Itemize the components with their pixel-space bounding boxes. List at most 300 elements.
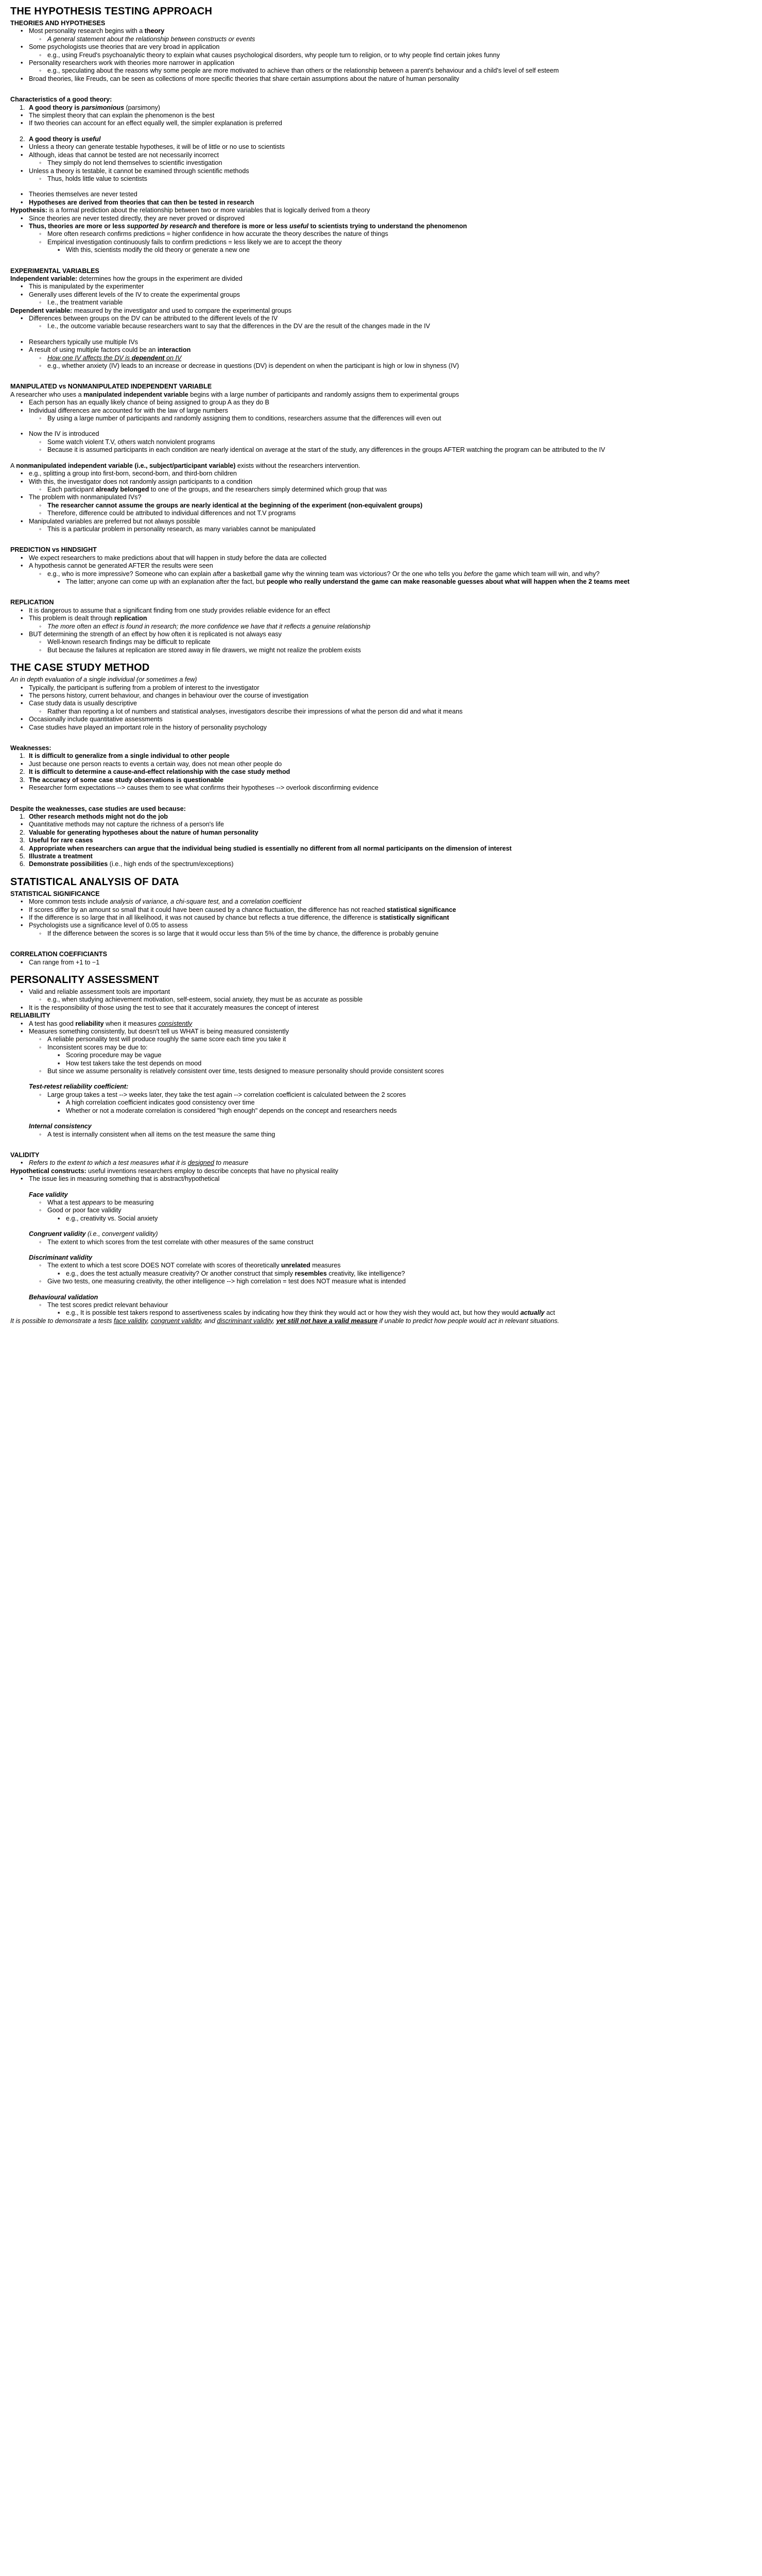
bullet-item <box>10 684 752 692</box>
sub-bullet-item <box>10 1207 752 1214</box>
bullet-item <box>10 554 752 562</box>
text-run: analysis of variance, a chi-square test, <box>110 898 220 906</box>
bullet-item <box>10 407 752 415</box>
bullet-item <box>10 784 752 792</box>
text-run: , <box>272 1317 276 1325</box>
blank-line <box>10 255 752 262</box>
section-heading: THE HYPOTHESIS TESTING APPROACH <box>10 6 213 17</box>
text-run: Therefore, difference could be attributed to individual differences and not T.V programs <box>47 510 296 517</box>
bullet-item <box>10 167 752 175</box>
text-run: the game which team will win, and why? <box>482 570 600 578</box>
text-run: The latter; anyone can come up with an explanation after the fact, but <box>66 578 267 585</box>
text-run: Although, ideas that cannot be tested are not necessarily incorrect <box>29 151 219 159</box>
text-run: A good theory is <box>29 135 82 143</box>
sub-sub-bullet-item <box>10 1270 752 1278</box>
text-run: statistically significant <box>379 913 449 921</box>
subsection-heading: STATISTICAL SIGNIFICANCE <box>10 890 100 897</box>
text-run: A <box>10 462 16 469</box>
sub-bullet-item <box>10 1239 752 1246</box>
bullet-item <box>10 1159 752 1167</box>
bullet-item <box>10 223 752 230</box>
text-run: unrelated <box>281 1262 310 1269</box>
text-run: exists without the researchers intervention. <box>235 462 360 469</box>
blank-line <box>10 1286 752 1294</box>
text-run: With this, the investigator does not randomly assign participants to a condition <box>29 478 253 485</box>
text-run: More often research confirms predictions = higher confidence in how accurate the theory describes the nature of things <box>47 230 388 238</box>
text-run: congruent validity <box>150 1317 201 1325</box>
text-run: useful <box>81 135 101 143</box>
bullet-item <box>10 959 752 967</box>
text-run: Rather than reporting a lot of numbers and statistical analyses, investigators describe their impressions of what the person did and what it means <box>47 707 463 715</box>
sub-bullet-item <box>10 230 752 238</box>
text-run: Broad theories, like Freuds, can be seen as collections of more specific theories that share certain assumptions about the nature of human personality <box>29 75 459 82</box>
numbered-item <box>10 813 752 821</box>
sub-bullet-item <box>10 52 752 59</box>
text-run: e.g., does the test actually measure creativity? Or another construct that simply <box>66 1269 295 1277</box>
text-run: Each person has an equally likely chance of being assigned to group A as they do B <box>29 399 269 406</box>
bullet-item <box>10 399 752 406</box>
paragraph <box>10 307 752 315</box>
text-run: But since we assume personality is relatively consistent over time, tests designed to measure personality should provide consistent scores <box>47 1067 444 1075</box>
blank-line <box>10 454 752 462</box>
text-run: Well-known research findings may be difficult to replicate <box>47 638 211 646</box>
text-run: Measures something consistently, but doesn't tell us WHAT is being measured consistently <box>29 1028 289 1036</box>
bullet-item <box>10 215 752 223</box>
text-run: Some psychologists use theories that are very broad in application <box>29 43 220 51</box>
text-run: I.e., the outcome variable because researchers want to say that the differences in the DV are the result of the changes made in the IV <box>47 323 430 330</box>
text-run: , and <box>200 1317 217 1325</box>
text-run: creativity, like intelligence? <box>326 1269 405 1277</box>
text-run: face validity <box>113 1317 147 1325</box>
text-run: is a formal prediction about the relationship between two or more variables that is logically derived from a theory <box>49 207 370 214</box>
numbered-item <box>10 829 752 837</box>
sub-sub-bullet-item <box>10 578 752 586</box>
blank-line <box>10 183 752 191</box>
sub-bullet-item <box>10 239 752 246</box>
text-run: Just because one person reacts to events a certain way, does not mean other people do <box>29 760 282 768</box>
sub-bullet-item <box>10 362 752 370</box>
text-run: An in depth evaluation of a single individual (or sometimes a few) <box>10 676 197 684</box>
sub-bullet-item <box>10 502 752 510</box>
sub-bullet-item <box>10 446 752 454</box>
text-run: designed <box>187 1159 214 1167</box>
text-run: actually <box>520 1309 545 1317</box>
subsection-heading: PREDICTION vs HINDSIGHT <box>10 546 97 554</box>
subsection-heading: CORRELATION COEFFICIANTS <box>10 951 107 958</box>
sub-bullet-item <box>10 1131 752 1139</box>
text-run: A test has good <box>29 1020 76 1027</box>
sub-bullet-item <box>10 1067 752 1075</box>
text-run: if unable to predict how people would act in relevant situations. <box>377 1317 560 1325</box>
numbered-item <box>10 853 752 860</box>
text-run: Unless a theory is testable, it cannot be examined through scientific methods <box>29 167 249 175</box>
text-run: Empirical investigation continuously fails to confirm predictions = less likely we are to accept the theory <box>47 238 342 246</box>
text-run: Because it is assumed participants in each condition are nearly identical on average at the start of the study, any differences in the groups AFTER watching the program can be attributed to the IV <box>47 446 605 454</box>
bullet-item <box>10 151 752 159</box>
blank-line <box>10 938 752 945</box>
sub-sub-bullet-item <box>10 246 752 254</box>
text-run: (parsimony) <box>124 104 160 111</box>
text-run: Quantitative methods may not capture the richness of a person's life <box>29 821 224 828</box>
text-run: But because the failures at replication are stored away in file drawers, we might not realize the problem exists <box>47 646 361 654</box>
text-run: Researchers typically use multiple IVs <box>29 338 138 346</box>
text-run: The test scores predict relevant behaviour <box>47 1301 168 1309</box>
text-run: (i.e., high ends of the spectrum/exceptions) <box>108 860 234 868</box>
subsection-heading: EXPERIMENTAL VARIABLES <box>10 267 99 275</box>
text-run: Congruent validity <box>29 1230 86 1238</box>
bullet-item <box>10 27 752 35</box>
text-run: Psychologists use a significance level of 0.05 to assess <box>29 922 188 929</box>
text-run: A result of using multiple factors could be an <box>29 346 158 354</box>
text-run: A researcher who uses a <box>10 391 84 398</box>
bullet-item <box>10 112 752 120</box>
text-run: Most personality research begins with a <box>29 27 145 35</box>
sub-bullet-item <box>10 647 752 654</box>
text-run: A test is internally consistent when all items on the test measure the same thing <box>47 1130 275 1138</box>
text-run: Differences between groups on the DV can be attributed to the different levels of the IV <box>29 315 278 322</box>
text-run: With this, scientists modify the old theory or generate a new one <box>66 246 250 254</box>
text-run: replication <box>114 615 147 622</box>
text-run: I.e., the treatment variable <box>47 299 123 307</box>
text-run: Researcher form expectations --> causes them to see what confirms their hypotheses --> overlook disconfirming evidence <box>29 784 378 792</box>
bullet-item <box>10 922 752 929</box>
bullet-item <box>10 700 752 707</box>
subsection-heading: VALIDITY <box>10 1151 40 1159</box>
text-run: e.g., speculating about the reasons why some people are more motivated to achieve than others or the relationship between a parent's behaviour and a child's level of self esteem <box>47 67 559 75</box>
paragraph <box>10 1191 752 1199</box>
text-run: Occasionally include quantitative assessments <box>29 716 163 723</box>
blank-line <box>10 370 752 378</box>
text-run: useful <box>289 222 309 230</box>
text-run: Refers to the extent to which a test measures what it is <box>29 1159 188 1167</box>
text-run: Appropriate when researchers can argue that the individual being studied is essentially no different from all normal participants on the dimension of interest <box>29 844 512 852</box>
subsection-heading: RELIABILITY <box>10 1012 50 1020</box>
text-run: Valuable for generating hypotheses about the nature of human personality <box>29 828 258 836</box>
paragraph <box>10 1167 752 1175</box>
text-run: e.g., creativity vs. Social anxiety <box>66 1214 158 1222</box>
text-run: on IV <box>164 354 182 362</box>
text-run: Large group takes a test --> weeks later, they take the test again --> correlation coefficient is calculated between the 2 scores <box>47 1091 406 1098</box>
sub-bullet-item <box>10 1278 752 1285</box>
text-run: begins with a large number of participants and randomly assigns them to experimental groups <box>188 391 459 398</box>
sub-bullet-item <box>10 623 752 631</box>
text-run: manipulated independent variable <box>83 391 188 398</box>
bullet-item <box>10 494 752 501</box>
text-run: interaction <box>157 346 191 354</box>
blank-line <box>10 1115 752 1123</box>
text-run: This is manipulated by the experimenter <box>29 283 144 291</box>
text-run: parsimonious <box>81 104 124 111</box>
blank-line <box>10 792 752 800</box>
bullet-item <box>10 338 752 346</box>
sub-bullet-item <box>10 323 752 330</box>
bullet-item <box>10 692 752 700</box>
text-run: Each participant <box>47 485 96 493</box>
sub-bullet-item <box>10 67 752 75</box>
blank-line <box>10 1139 752 1146</box>
subsection-heading: Weaknesses: <box>10 744 51 752</box>
text-run: people who really understand the game can make reasonable guesses about what will happen when the 2 teams meet <box>266 578 630 585</box>
bullet-item <box>10 716 752 723</box>
blank-line <box>10 128 752 135</box>
text-run: Good or poor face validity <box>47 1207 122 1214</box>
numbered-item <box>10 845 752 853</box>
text-run: Can range from +1 to −1 <box>29 958 100 966</box>
bullet-item <box>10 631 752 638</box>
text-run: Face validity <box>29 1191 68 1198</box>
subsection-heading: Characteristics of a good theory: <box>10 96 112 104</box>
text-run: BUT determining the strength of an effect by how often it is replicated is not always easy <box>29 631 282 638</box>
paragraph <box>10 1317 752 1325</box>
sub-bullet-item <box>10 175 752 183</box>
text-run: By using a large number of participants and randomly assigning them to conditions, researchers assume that the differences will even out <box>47 415 441 422</box>
subsection-heading: REPLICATION <box>10 599 54 606</box>
text-run: Illustrate a treatment <box>29 852 93 860</box>
paragraph <box>10 462 752 470</box>
text-run: It is the responsibility of those using the test to see that it accurately measures the concept of interest <box>29 1004 319 1011</box>
sub-bullet-item <box>10 1091 752 1099</box>
text-run: The persons history, current behaviour, and changes in behaviour over the course of investigation <box>29 692 309 700</box>
text-run: It is difficult to determine a cause-and-effect relationship with the case study method <box>29 768 290 776</box>
text-run: Unless a theory can generate testable hypotheses, it will be of little or no use to scientists <box>29 143 285 151</box>
subsection-heading: Despite the weaknesses, case studies are used because: <box>10 805 186 812</box>
text-run: The extent to which scores from the test correlate with other measures of the same construct <box>47 1238 314 1246</box>
text-run: A high correlation coefficient indicates good consistency over time <box>66 1099 255 1107</box>
text-run: and <box>220 898 235 906</box>
sub-sub-bullet-item <box>10 1107 752 1115</box>
text-run: A good theory is <box>29 104 82 111</box>
text-run: yet still not have a valid measure <box>276 1317 378 1325</box>
text-run: a correlation coefficient <box>234 898 302 906</box>
bullet-item <box>10 430 752 438</box>
text-run: Case study data is usually descriptive <box>29 700 137 707</box>
sub-bullet-item <box>10 996 752 1004</box>
numbered-item <box>10 837 752 844</box>
text-run: This problem is dealt through <box>29 615 114 622</box>
text-run: to one of the groups, and the researchers simply determined which group that was <box>149 485 387 493</box>
paragraph <box>10 1123 752 1130</box>
text-run: If scores differ by an amount so small that it could have been caused by a chance fluctuation, the difference has not reached <box>29 906 387 913</box>
sub-bullet-item <box>10 526 752 533</box>
text-run: e.g., whether anxiety (IV) leads to an increase or decrease in questions (DV) is dependent on when the participant is high or low in shyness (IV) <box>47 362 459 370</box>
bullet-item <box>10 988 752 996</box>
bullet-item <box>10 1020 752 1028</box>
bullet-item <box>10 898 752 906</box>
paragraph <box>10 676 752 684</box>
sub-bullet-item <box>10 36 752 43</box>
text-run: Manipulated variables are preferred but not always possible <box>29 517 200 525</box>
text-run: Typically, the participant is suffering from a problem of interest to the investigator <box>29 684 259 691</box>
text-run: nonmanipulated independent variable (i.e., subject/participant variable) <box>16 462 236 469</box>
text-run: If the difference between the scores is so large that it would occur less than 5% of the time by chance, the difference is probably genuine <box>47 929 439 937</box>
sub-bullet-item <box>10 438 752 446</box>
paragraph <box>10 275 752 283</box>
sub-bullet-item <box>10 415 752 422</box>
blank-line <box>10 83 752 91</box>
text-run: dependent <box>131 354 165 362</box>
sub-bullet-item <box>10 159 752 167</box>
subsection-heading: MANIPULATED vs NONMANIPULATED INDEPENDENT VARIABLE <box>10 383 212 391</box>
sub-sub-bullet-item <box>10 1309 752 1317</box>
text-run: Scoring procedure may be vague <box>66 1052 162 1059</box>
bullet-item <box>10 283 752 291</box>
bullet-item <box>10 914 752 922</box>
numbered-item <box>10 104 752 112</box>
text-run: Valid and reliable assessment tools are important <box>29 988 170 995</box>
bullet-item <box>10 143 752 151</box>
text-run: Dependent variable: <box>10 307 74 314</box>
sub-bullet-item <box>10 1301 752 1309</box>
sub-bullet-item <box>10 486 752 494</box>
text-run: act <box>544 1309 555 1317</box>
text-run: Other research methods might not do the job <box>29 812 168 820</box>
text-run: e.g., It is possible test takers respond to assertiveness scales by indicating how they think they would act or how they wish they would act, but how they would <box>66 1309 521 1317</box>
blank-line <box>10 422 752 430</box>
text-run: determines how the groups in the experiment are divided <box>79 275 243 282</box>
text-run: Hypothetical constructs: <box>10 1167 89 1175</box>
bullet-item <box>10 562 752 570</box>
text-run: and therefore is more or less <box>197 222 290 230</box>
text-run: Hypotheses are derived from theories that can then be tested in research <box>29 198 254 206</box>
text-run: e.g., who is more impressive? Someone who can explain <box>47 570 213 578</box>
paragraph <box>10 1294 752 1301</box>
subsection-heading: THEORIES AND HYPOTHESES <box>10 20 106 27</box>
text-run: reliability <box>75 1020 104 1027</box>
bullet-item <box>10 191 752 198</box>
numbered-item <box>10 752 752 760</box>
bullet-item <box>10 760 752 768</box>
text-run: Generally uses different levels of the IV to create the experimental groups <box>29 291 240 298</box>
text-run: A general statement about the relationship between constructs or events <box>47 35 255 43</box>
text-run: Discriminant validity <box>29 1253 93 1261</box>
sub-sub-bullet-item <box>10 1052 752 1059</box>
text-run: The researcher cannot assume the groups are nearly identical at the beginning of the experiment (non-equivalent groups) <box>47 501 423 509</box>
text-run: Thus, holds little value to scientists <box>47 175 147 182</box>
sub-bullet-item <box>10 708 752 716</box>
text-run: What a test <box>47 1198 82 1206</box>
blank-line <box>10 732 752 739</box>
paragraph <box>10 207 752 214</box>
text-run: Internal consistency <box>29 1123 92 1130</box>
text-run: They simply do not lend themselves to scientific investigation <box>47 159 222 167</box>
sub-bullet-item <box>10 570 752 578</box>
text-run: Theories themselves are never tested <box>29 191 137 198</box>
bullet-item <box>10 315 752 323</box>
text-run: How one IV affects the DV is <box>47 354 132 362</box>
text-run: e.g., when studying achievement motivation, self-esteem, social anxiety, they must be as accurate as possible <box>47 996 363 1004</box>
text-run: Inconsistent scores may be due to: <box>47 1043 148 1051</box>
bullet-item <box>10 470 752 478</box>
numbered-item <box>10 135 752 143</box>
text-run: Demonstrate possibilities <box>29 860 108 868</box>
text-run: A reliable personality test will produce roughly the same score each time you take it <box>47 1036 286 1043</box>
text-run: resembles <box>295 1269 327 1277</box>
text-run: Personality researchers work with theories more narrower in application <box>29 59 234 67</box>
bullet-item <box>10 1175 752 1183</box>
text-run: Since theories are never tested directly, they are never proved or disproved <box>29 214 245 222</box>
bullet-item <box>10 1028 752 1036</box>
blank-line <box>10 1183 752 1191</box>
bullet-item <box>10 906 752 914</box>
section-heading: THE CASE STUDY METHOD <box>10 662 150 674</box>
sub-bullet-item <box>10 354 752 362</box>
numbered-item <box>10 768 752 776</box>
text-run: useful inventions researchers employ to describe concepts that have no physical reality <box>88 1167 338 1175</box>
bullet-item <box>10 75 752 83</box>
text-run: , <box>147 1317 151 1325</box>
bullet-item <box>10 607 752 615</box>
text-run: to scientists trying to understand the phenomenon <box>308 222 467 230</box>
blank-line <box>10 1246 752 1254</box>
text-run: We expect researchers to make predictions about that will happen in study before the data are collected <box>29 554 327 562</box>
text-run: A hypothesis cannot be generated AFTER the results were seen <box>29 562 213 570</box>
text-run: discriminant validity <box>217 1317 273 1325</box>
text-run: The accuracy of some case study observations is questionable <box>29 776 223 784</box>
sub-bullet-item <box>10 299 752 307</box>
sub-bullet-item <box>10 510 752 517</box>
text-run: supported by research <box>127 222 197 230</box>
text-run: Thus, theories are more or less <box>29 222 127 230</box>
bullet-item <box>10 478 752 486</box>
numbered-item <box>10 860 752 868</box>
bullet-item <box>10 821 752 828</box>
sub-bullet-item <box>10 1044 752 1052</box>
text-run: already belonged <box>95 485 149 493</box>
text-run: measured by the investigator and used to compare the experimental groups <box>74 307 292 314</box>
text-run: after <box>213 570 226 578</box>
paragraph <box>10 1083 752 1091</box>
text-run: The simplest theory that can explain the phenomenon is the best <box>29 112 215 120</box>
text-run: The problem with nonmanipulated IVs? <box>29 494 142 501</box>
bullet-item <box>10 291 752 299</box>
bullet-item <box>10 199 752 207</box>
blank-line <box>10 331 752 338</box>
text-run: Individual differences are accounted for with the law of large numbers <box>29 406 228 414</box>
blank-line <box>10 533 752 541</box>
section-heading: PERSONALITY ASSESSMENT <box>10 974 159 986</box>
paragraph <box>10 1230 752 1238</box>
sub-bullet-item <box>10 1262 752 1269</box>
text-run: This is a particular problem in personality research, as many variables cannot be manipulated <box>47 525 316 533</box>
paragraph <box>10 1254 752 1262</box>
bullet-item <box>10 346 752 354</box>
text-run: If the difference is so large that in all likelihood, it was not caused by chance but reflects a true difference, the difference is <box>29 913 380 921</box>
text-run: when it measures <box>103 1020 159 1027</box>
text-run: The more often an effect is found in research; the more confidence we have that it reflects a genuine relationship <box>47 622 371 630</box>
text-run: Behavioural validation <box>29 1293 98 1301</box>
text-run: a basketball game why the winning team was victorious? Or the one who tells you <box>226 570 464 578</box>
sub-bullet-item <box>10 1036 752 1043</box>
text-run: to be measuring <box>105 1198 154 1206</box>
text-run: Case studies have played an important role in the history of personality psychology <box>29 723 267 731</box>
numbered-item <box>10 776 752 784</box>
blank-line <box>10 586 752 594</box>
section-heading: STATISTICAL ANALYSIS OF DATA <box>10 876 179 888</box>
text-run: appears <box>82 1198 106 1206</box>
sub-sub-bullet-item <box>10 1215 752 1223</box>
text-run: Test-retest reliability coefficient: <box>29 1083 129 1091</box>
text-run: The issue lies in measuring something that is abstract/hypothetical <box>29 1175 220 1183</box>
text-run: e.g., splitting a group into first-born, second-born, and third-born children <box>29 470 237 478</box>
text-run: Independent variable: <box>10 275 79 282</box>
paragraph <box>10 391 752 399</box>
sub-sub-bullet-item <box>10 1099 752 1107</box>
sub-bullet-item <box>10 930 752 938</box>
text-run: Give two tests, one measuring creativity, the other intelligence --> high correlation = test does NOT measure what is intended <box>47 1278 406 1285</box>
bullet-item <box>10 59 752 67</box>
bullet-item <box>10 120 752 127</box>
text-run: It is possible to demonstrate a tests <box>10 1317 114 1325</box>
